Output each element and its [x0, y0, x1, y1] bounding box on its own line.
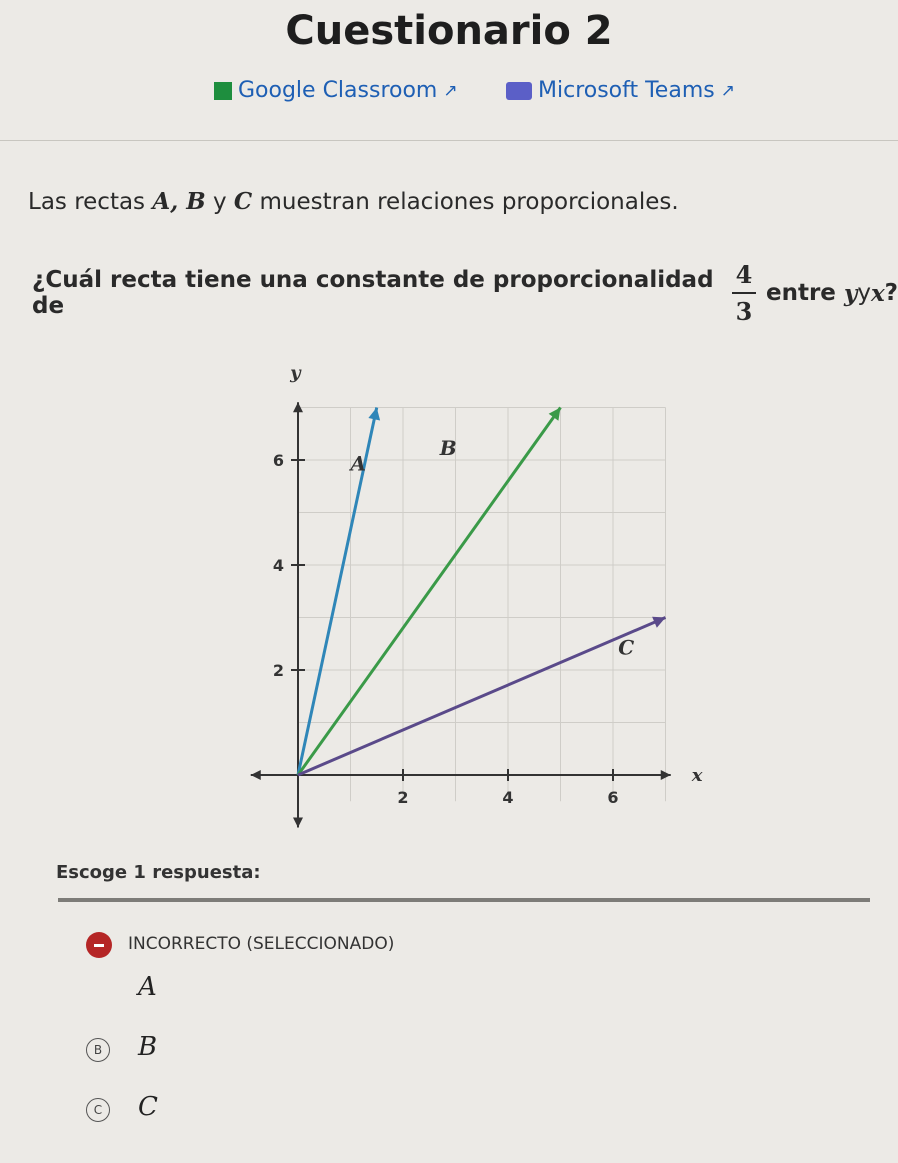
- answer-divider: [58, 898, 870, 902]
- line-c-math: C: [233, 188, 253, 215]
- google-classroom-icon: [214, 82, 232, 100]
- statement-text: Las rectas: [28, 189, 153, 215]
- series-arrow-a: [368, 408, 380, 421]
- google-classroom-label: Google Classroom: [238, 78, 438, 103]
- external-link-icon: ↗: [720, 80, 735, 101]
- microsoft-teams-link[interactable]: [506, 78, 735, 103]
- problem-statement: [28, 188, 679, 215]
- series-label-a: A: [350, 451, 367, 476]
- answer-prompt: Escoge 1 respuesta:: [56, 862, 261, 883]
- var-y: y: [843, 279, 858, 307]
- incorrect-icon: [86, 932, 112, 958]
- y-tick-label: 2: [272, 661, 284, 680]
- y-axis-arrow-down: [293, 818, 303, 828]
- y-axis-label: y: [290, 362, 301, 384]
- lines-ab-math: A, B: [152, 188, 206, 215]
- google-classroom-link[interactable]: [214, 78, 458, 103]
- y-tick-label: 4: [272, 556, 284, 575]
- var-x: x: [870, 279, 885, 307]
- option-c-radio[interactable]: C: [86, 1098, 110, 1122]
- question-text: [32, 258, 898, 328]
- fraction-bar: [732, 292, 756, 294]
- x-axis-label: x: [691, 765, 703, 786]
- page-title: Cuestionario 2: [285, 8, 613, 54]
- microsoft-teams-label: Microsoft Teams: [538, 78, 715, 103]
- question-mark: ?: [884, 280, 898, 306]
- proportional-lines-graph: [230, 355, 710, 835]
- series-arrow-b: [549, 408, 561, 421]
- x-tick-label: 2: [397, 788, 409, 807]
- question-and: y: [857, 280, 871, 306]
- option-a[interactable]: A: [138, 972, 157, 1002]
- incorrect-status: INCORRECTO (SELECCIONADO): [128, 934, 395, 954]
- x-axis-arrow-left: [251, 770, 261, 780]
- x-tick-label: 4: [502, 788, 514, 807]
- microsoft-teams-icon: [506, 82, 532, 100]
- option-b[interactable]: B: [138, 1032, 158, 1062]
- y-tick-label: 6: [272, 451, 284, 470]
- question-prefix: ¿Cuál recta tiene una constante de proporcionalidad de: [32, 267, 714, 319]
- statement-text-and: y: [205, 189, 234, 215]
- header-divider: [0, 140, 898, 141]
- option-b-radio[interactable]: B: [86, 1038, 110, 1062]
- x-tick-label: 6: [607, 788, 619, 807]
- series-label-c: C: [618, 635, 635, 660]
- share-links: [0, 78, 898, 114]
- option-c[interactable]: C: [138, 1092, 158, 1122]
- question-between: entre: [766, 280, 836, 306]
- statement-text-end: muestran relaciones proporcionales.: [252, 189, 679, 215]
- fraction-numerator: 4: [735, 260, 753, 289]
- fraction-denominator: 3: [735, 297, 753, 326]
- series-label-b: B: [439, 435, 457, 460]
- fraction-four-thirds: [732, 260, 756, 326]
- external-link-icon: ↗: [443, 80, 458, 101]
